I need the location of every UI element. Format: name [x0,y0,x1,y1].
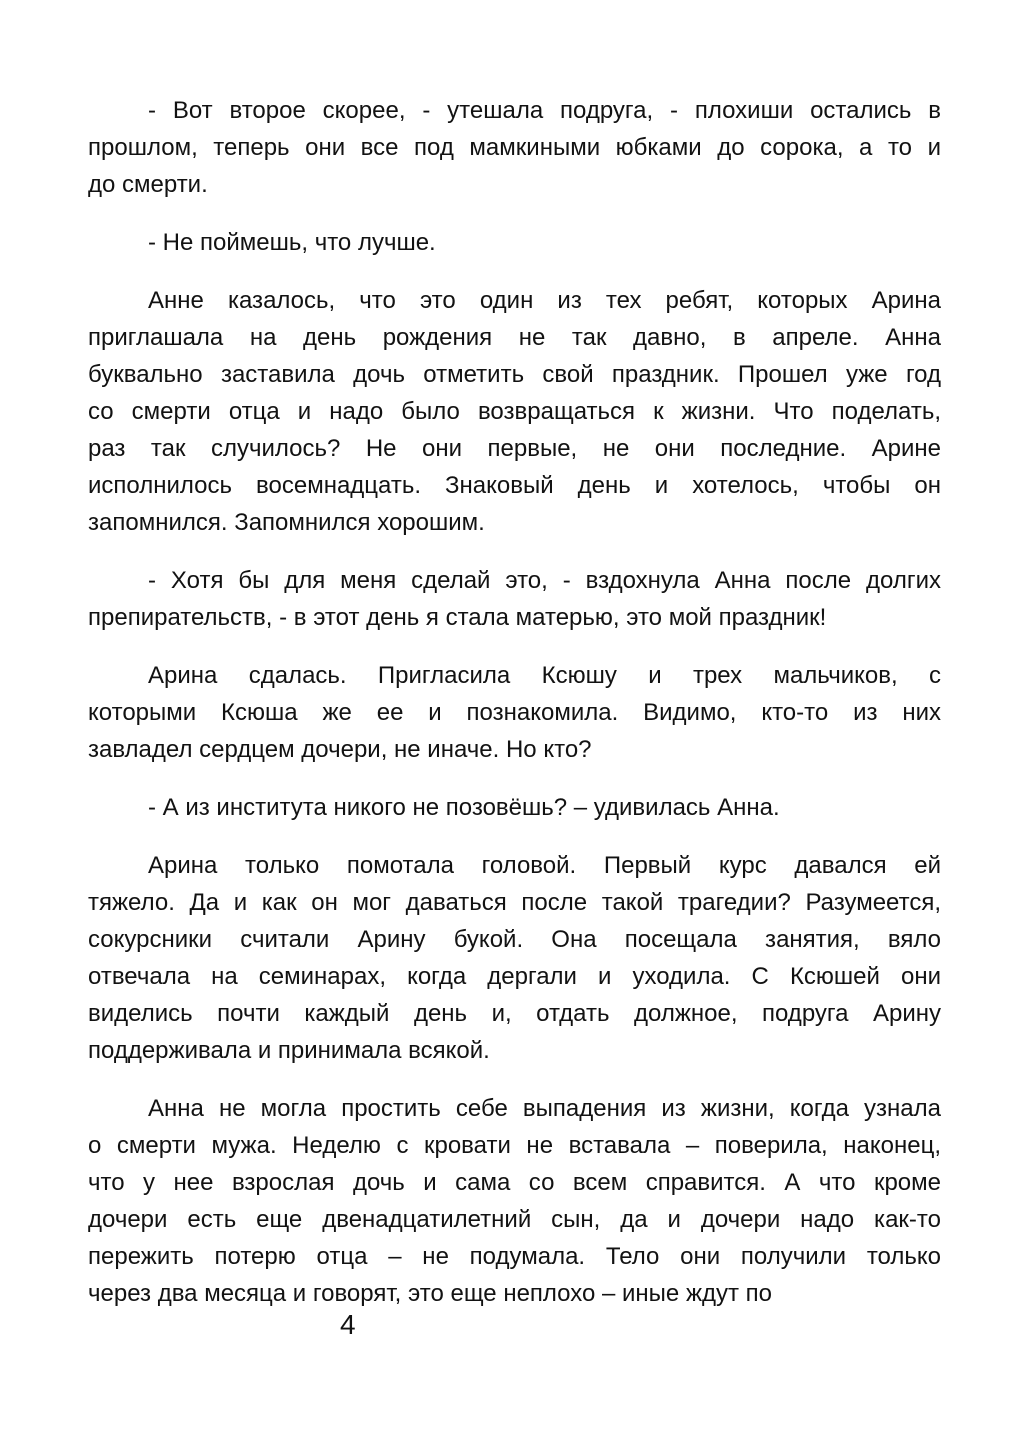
book-page-text [88,92,941,1333]
text-line: - А из института никого не позовёшь? – удивилась Анна. [148,794,780,821]
paragraph [88,282,941,541]
page-number: 4 [340,1309,356,1340]
text-line: которыми Ксюша же ее и познакомила. Видимо, кто-то из них [88,699,941,726]
text-line: пережить потерю отца – не подумала. Тело они получили только [88,1243,941,1270]
text-line: исполнилось восемнадцать. Знаковый день и хотелось, чтобы он [88,472,941,499]
text-line: - Вот второе скорее, - утешала подруга, - плохиши остались в [148,97,941,124]
text-line: - Не поймешь, что лучше. [148,229,436,256]
text-line: препирательств, - в этот день я стала матерью, это мой праздник! [88,604,827,631]
text-line: раз так случилось? Не они первые, не они последние. Арине [88,435,941,462]
text-line: - Хотя бы для меня сделай это, - вздохнула Анна после долгих [148,567,941,594]
text-line: поддерживала и принимала всякой. [88,1037,490,1064]
text-line: что у нее взрослая дочь и сама со всем справится. А что кроме [88,1169,941,1196]
paragraph [88,224,941,261]
text-line: виделись почти каждый день и, отдать должное, подруга Арину [88,1000,941,1027]
paragraph [88,847,941,1069]
text-line: тяжело. Да и как он мог даваться после такой трагедии? Разумеется, [88,889,941,916]
paragraph [88,789,941,826]
text-line: буквально заставила дочь отметить свой праздник. Прошел уже год [88,361,941,388]
paragraph [88,657,941,768]
text-line: дочери есть еще двенадцатилетний сын, да и дочери надо как-то [88,1206,941,1233]
text-line: Арина сдалась. Пригласила Ксюшу и трех мальчиков, с [148,662,941,689]
paragraph [88,1090,941,1312]
text-line: запомнился. Запомнился хорошим. [88,509,485,536]
text-line: до смерти. [88,171,208,198]
paragraph [88,562,941,636]
text-line: сокурсники считали Арину букой. Она посещала занятия, вяло [88,926,941,953]
text-line: прошлом, теперь они все под мамкиными юбками до сорока, а то и [88,134,941,161]
text-line: приглашала на день рождения не так давно, в апреле. Анна [88,324,941,351]
text-line: отвечала на семинарах, когда дергали и уходила. С Ксюшей они [88,963,941,990]
text-line: завладел сердцем дочери, не иначе. Но кто? [88,736,592,763]
text-line: Арина только помотала головой. Первый курс давался ей [148,852,941,879]
text-line: о смерти мужа. Неделю с кровати не вставала – поверила, наконец, [88,1132,941,1159]
paragraph [88,92,941,203]
text-line: Анне казалось, что это один из тех ребят, которых Арина [148,287,941,314]
text-line: через два месяца и говорят, это еще неплохо – иные ждут по [88,1280,773,1307]
text-line: со смерти отца и надо было возвращаться к жизни. Что поделать, [88,398,941,425]
text-line: Анна не могла простить себе выпадения из жизни, когда узнала [148,1095,941,1122]
